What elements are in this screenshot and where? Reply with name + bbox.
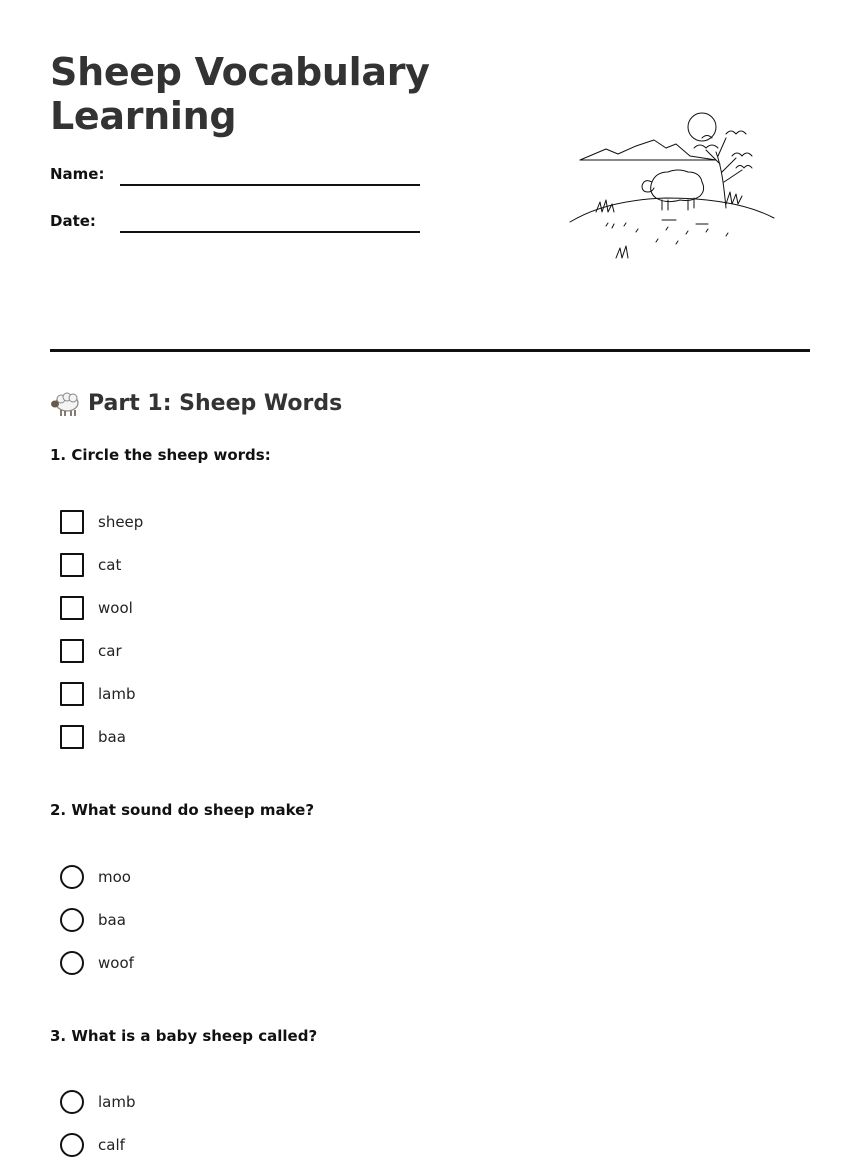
- option-label: cat: [98, 556, 122, 574]
- sun-icon: [688, 113, 716, 141]
- name-label: Name:: [50, 165, 105, 183]
- checkbox[interactable]: [60, 682, 84, 706]
- option-q1-sheep[interactable]: [60, 509, 143, 535]
- radio-button[interactable]: [60, 1133, 84, 1157]
- radio-button[interactable]: [60, 908, 84, 932]
- sheep-icon: [50, 389, 82, 419]
- option-label: lamb: [98, 685, 136, 703]
- option-label: baa: [98, 911, 126, 929]
- radio-button[interactable]: [60, 951, 84, 975]
- section-title-text: Part 1: Sheep Words: [88, 391, 343, 416]
- page-title: Sheep Vocabulary Learning: [50, 50, 430, 138]
- option-label: car: [98, 642, 122, 660]
- option-label: baa: [98, 728, 126, 746]
- option-q2-moo[interactable]: [60, 864, 131, 890]
- question-1: 1. Circle the sheep words:: [50, 446, 271, 464]
- checkbox[interactable]: [60, 725, 84, 749]
- option-q1-car[interactable]: [60, 638, 122, 664]
- checkbox[interactable]: [60, 639, 84, 663]
- name-input-line[interactable]: [120, 184, 420, 186]
- option-label: woof: [98, 954, 134, 972]
- option-q2-baa[interactable]: [60, 907, 126, 933]
- option-label: calf: [98, 1136, 125, 1154]
- date-label: Date:: [50, 212, 96, 230]
- option-q2-woof[interactable]: [60, 950, 134, 976]
- sheep-icon: [651, 170, 704, 202]
- option-q1-wool[interactable]: [60, 595, 133, 621]
- checkbox[interactable]: [60, 553, 84, 577]
- date-field: [50, 212, 420, 242]
- option-q1-lamb[interactable]: [60, 681, 136, 707]
- question-2: 2. What sound do sheep make?: [50, 801, 315, 819]
- section-title: [50, 386, 342, 422]
- option-label: lamb: [98, 1093, 136, 1111]
- checkbox[interactable]: [60, 510, 84, 534]
- question-3: 3. What is a baby sheep called?: [50, 1027, 318, 1045]
- option-label: wool: [98, 599, 133, 617]
- option-q1-cat[interactable]: [60, 552, 121, 578]
- option-q3-calf[interactable]: [60, 1132, 125, 1158]
- option-q1-baa[interactable]: [60, 724, 126, 750]
- radio-button[interactable]: [60, 865, 84, 889]
- option-label: sheep: [98, 513, 144, 531]
- option-label: moo: [98, 868, 131, 886]
- radio-button[interactable]: [60, 1090, 84, 1114]
- section-divider: [50, 349, 810, 352]
- name-field: [50, 165, 420, 195]
- checkbox[interactable]: [60, 596, 84, 620]
- option-q3-lamb[interactable]: [60, 1089, 136, 1115]
- date-input-line[interactable]: [120, 231, 420, 233]
- sheep-landscape-illustration-icon: [566, 108, 780, 274]
- mountains-icon: [580, 140, 716, 160]
